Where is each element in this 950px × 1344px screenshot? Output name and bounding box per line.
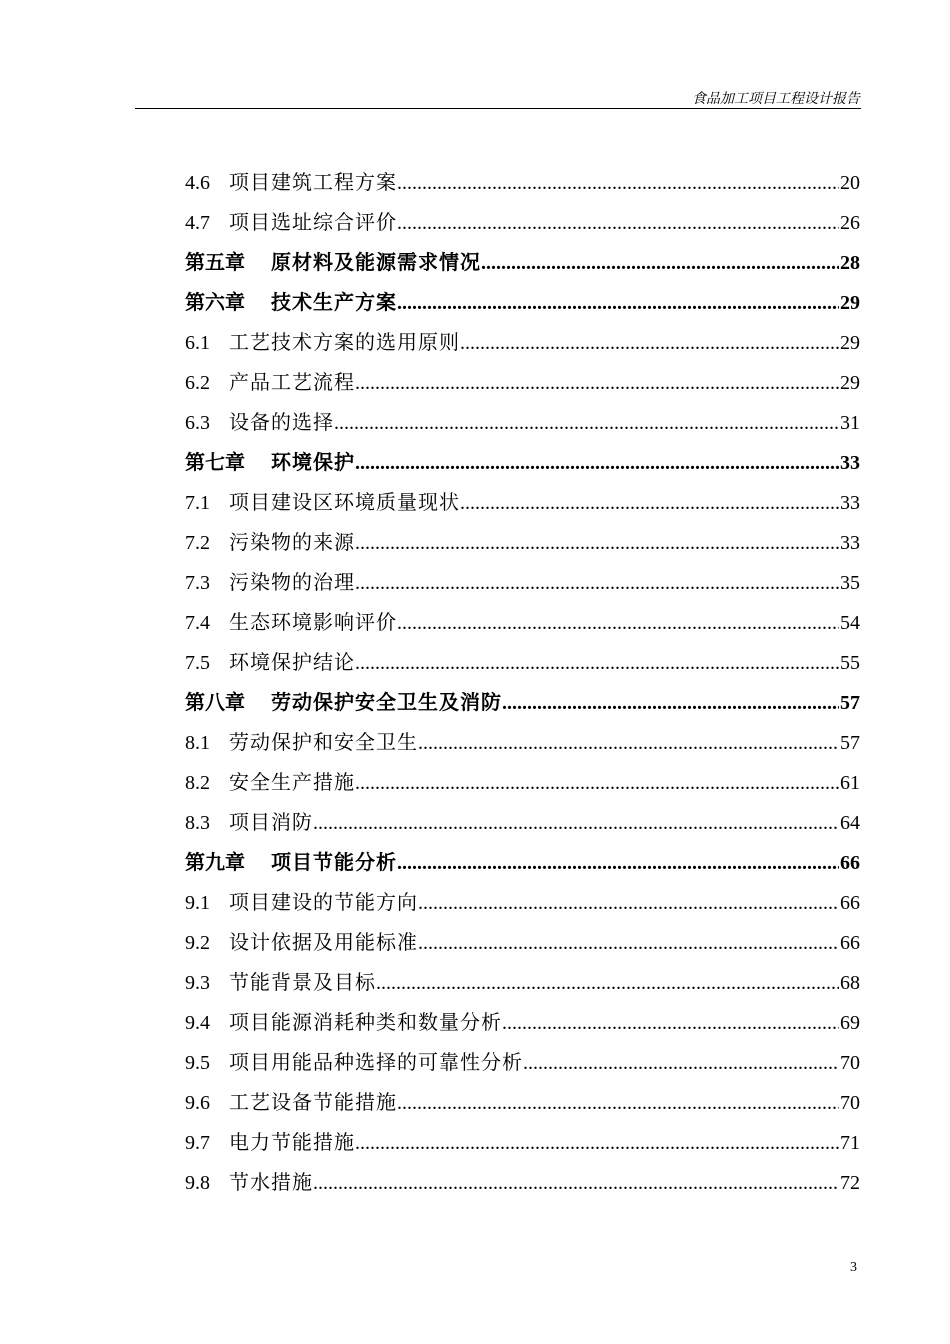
toc-entry-title: 节水措施 xyxy=(229,1170,313,1194)
toc-entry-title: 项目能源消耗种类和数量分析 xyxy=(229,1010,502,1034)
toc-entry-title: 劳动保护和安全卫生 xyxy=(229,730,418,754)
toc-entry-number: 9.2 xyxy=(185,932,210,954)
toc-entry-number: 9.7 xyxy=(185,1132,210,1154)
toc-dot-leader xyxy=(355,443,839,483)
toc-dot-leader xyxy=(355,763,839,803)
toc-entry-number: 9.3 xyxy=(185,972,210,994)
toc-section-entry[interactable] xyxy=(185,962,860,1002)
toc-dot-leader xyxy=(355,563,839,603)
toc-entry-number: 第六章 xyxy=(185,292,245,314)
toc-dot-leader xyxy=(397,843,839,883)
toc-entry-title: 技术生产方案 xyxy=(271,290,397,314)
toc-section-entry[interactable] xyxy=(185,202,860,242)
table-of-contents xyxy=(185,162,860,1202)
toc-entry-page: 70 xyxy=(840,1092,860,1114)
toc-dot-leader xyxy=(502,683,839,723)
toc-entry-number: 8.3 xyxy=(185,812,210,834)
toc-entry-page: 66 xyxy=(840,892,860,914)
toc-entry-number: 8.2 xyxy=(185,772,210,794)
toc-entry-title: 劳动保护安全卫生及消防 xyxy=(271,690,502,714)
toc-dot-leader xyxy=(355,1123,839,1163)
toc-entry-title: 安全生产措施 xyxy=(229,770,355,794)
toc-entry-title: 环境保护 xyxy=(271,450,355,474)
toc-entry-number: 6.1 xyxy=(185,332,210,354)
toc-entry-page: 33 xyxy=(840,492,860,514)
toc-entry-title: 工艺技术方案的选用原则 xyxy=(229,330,460,354)
toc-dot-leader xyxy=(460,323,839,363)
toc-entry-page: 71 xyxy=(840,1132,860,1154)
toc-entry-page: 29 xyxy=(840,332,860,354)
toc-entry-number: 9.4 xyxy=(185,1012,210,1034)
toc-entry-title: 项目建筑工程方案 xyxy=(229,170,397,194)
toc-entry-title: 设计依据及用能标准 xyxy=(229,930,418,954)
toc-dot-leader xyxy=(460,483,839,523)
toc-dot-leader xyxy=(481,243,839,283)
toc-dot-leader xyxy=(313,803,839,843)
toc-entry-page: 33 xyxy=(840,532,860,554)
toc-section-entry[interactable] xyxy=(185,1082,860,1122)
toc-entry-page: 55 xyxy=(840,652,860,674)
toc-section-entry[interactable] xyxy=(185,162,860,202)
toc-dot-leader xyxy=(355,363,839,403)
toc-section-entry[interactable] xyxy=(185,522,860,562)
toc-entry-page: 29 xyxy=(840,292,860,314)
toc-dot-leader xyxy=(376,963,839,1003)
toc-dot-leader xyxy=(397,163,839,203)
toc-section-entry[interactable] xyxy=(185,1122,860,1162)
toc-entry-number: 9.5 xyxy=(185,1052,210,1074)
toc-section-entry[interactable] xyxy=(185,362,860,402)
toc-entry-page: 61 xyxy=(840,772,860,794)
toc-entry-page: 64 xyxy=(840,812,860,834)
toc-entry-title: 项目选址综合评价 xyxy=(229,210,397,234)
toc-dot-leader xyxy=(334,403,839,443)
page-number: 3 xyxy=(850,1260,857,1275)
toc-dot-leader xyxy=(502,1003,839,1043)
toc-entry-page: 31 xyxy=(840,412,860,434)
toc-chapter-entry[interactable] xyxy=(185,842,860,882)
toc-entry-title: 产品工艺流程 xyxy=(229,370,355,394)
toc-chapter-entry[interactable] xyxy=(185,682,860,722)
toc-entry-number: 7.3 xyxy=(185,572,210,594)
toc-entry-title: 项目节能分析 xyxy=(271,850,397,874)
toc-entry-page: 54 xyxy=(840,612,860,634)
toc-entry-title: 污染物的治理 xyxy=(229,570,355,594)
toc-section-entry[interactable] xyxy=(185,722,860,762)
toc-entry-page: 33 xyxy=(840,452,860,474)
toc-dot-leader xyxy=(397,283,839,323)
toc-entry-title: 设备的选择 xyxy=(229,410,334,434)
toc-section-entry[interactable] xyxy=(185,1002,860,1042)
toc-entry-title: 项目消防 xyxy=(229,810,313,834)
toc-entry-page: 28 xyxy=(840,252,860,274)
toc-entry-title: 环境保护结论 xyxy=(229,650,355,674)
toc-dot-leader xyxy=(418,723,839,763)
toc-entry-number: 4.6 xyxy=(185,172,210,194)
toc-entry-page: 57 xyxy=(840,732,860,754)
toc-entry-number: 8.1 xyxy=(185,732,210,754)
toc-chapter-entry[interactable] xyxy=(185,282,860,322)
toc-entry-number: 7.4 xyxy=(185,612,210,634)
toc-dot-leader xyxy=(355,643,839,683)
toc-dot-leader xyxy=(397,603,839,643)
toc-entry-number: 第九章 xyxy=(185,852,245,874)
toc-dot-leader xyxy=(418,883,839,923)
toc-section-entry[interactable] xyxy=(185,882,860,922)
toc-dot-leader xyxy=(397,1083,839,1123)
toc-entry-number: 7.2 xyxy=(185,532,210,554)
toc-section-entry[interactable] xyxy=(185,802,860,842)
toc-entry-title: 生态环境影响评价 xyxy=(229,610,397,634)
toc-chapter-entry[interactable] xyxy=(185,442,860,482)
toc-entry-number: 4.7 xyxy=(185,212,210,234)
toc-dot-leader xyxy=(397,203,839,243)
toc-entry-number: 9.1 xyxy=(185,892,210,914)
toc-entry-title: 电力节能措施 xyxy=(229,1130,355,1154)
toc-entry-page: 35 xyxy=(840,572,860,594)
toc-entry-page: 26 xyxy=(840,212,860,234)
toc-section-entry[interactable] xyxy=(185,402,860,442)
toc-entry-title: 项目建设的节能方向 xyxy=(229,890,418,914)
toc-section-entry[interactable] xyxy=(185,1042,860,1082)
toc-entry-title: 污染物的来源 xyxy=(229,530,355,554)
toc-entry-page: 69 xyxy=(840,1012,860,1034)
header-rule xyxy=(135,108,861,109)
toc-entry-number: 第八章 xyxy=(185,692,245,714)
toc-entry-page: 68 xyxy=(840,972,860,994)
toc-entry-number: 第五章 xyxy=(185,252,245,274)
toc-entry-page: 20 xyxy=(840,172,860,194)
toc-entry-page: 57 xyxy=(840,692,860,714)
toc-entry-number: 7.1 xyxy=(185,492,210,514)
toc-dot-leader xyxy=(418,923,839,963)
toc-entry-page: 66 xyxy=(840,932,860,954)
toc-entry-title: 原材料及能源需求情况 xyxy=(271,250,481,274)
toc-entry-title: 项目用能品种选择的可靠性分析 xyxy=(229,1050,523,1074)
toc-section-entry[interactable] xyxy=(185,922,860,962)
toc-section-entry[interactable] xyxy=(185,482,860,522)
toc-entry-title: 节能背景及目标 xyxy=(229,970,376,994)
toc-section-entry[interactable] xyxy=(185,602,860,642)
toc-dot-leader xyxy=(313,1163,839,1203)
toc-dot-leader xyxy=(355,523,839,563)
toc-section-entry[interactable] xyxy=(185,642,860,682)
toc-entry-page: 66 xyxy=(840,852,860,874)
toc-dot-leader xyxy=(523,1043,839,1083)
toc-entry-title: 工艺设备节能措施 xyxy=(229,1090,397,1114)
toc-entry-number: 9.6 xyxy=(185,1092,210,1114)
toc-entry-title: 项目建设区环境质量现状 xyxy=(229,490,460,514)
toc-section-entry[interactable] xyxy=(185,1162,860,1202)
toc-section-entry[interactable] xyxy=(185,322,860,362)
toc-entry-number: 7.5 xyxy=(185,652,210,674)
toc-entry-page: 70 xyxy=(840,1052,860,1074)
toc-entry-page: 29 xyxy=(840,372,860,394)
toc-section-entry[interactable] xyxy=(185,562,860,602)
toc-entry-number: 9.8 xyxy=(185,1172,210,1194)
toc-entry-number: 6.3 xyxy=(185,412,210,434)
toc-section-entry[interactable] xyxy=(185,762,860,802)
toc-entry-number: 6.2 xyxy=(185,372,210,394)
toc-chapter-entry[interactable] xyxy=(185,242,860,282)
toc-entry-number: 第七章 xyxy=(185,452,245,474)
running-header: 食品加工项目工程设计报告 xyxy=(692,91,860,107)
toc-entry-page: 72 xyxy=(840,1172,860,1194)
